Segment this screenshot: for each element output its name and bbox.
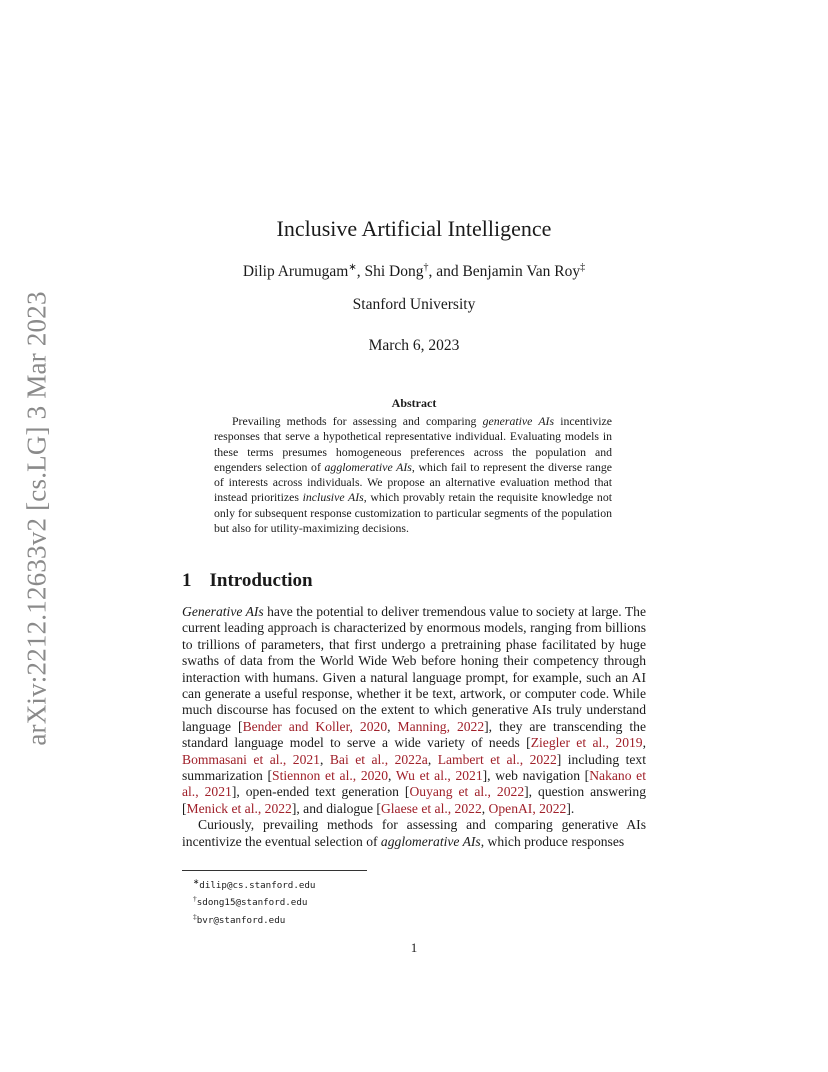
footnotes bbox=[193, 875, 315, 927]
introduction-body bbox=[182, 604, 646, 850]
citation-link[interactable]: Ziegler et al., 2019 bbox=[530, 735, 643, 751]
footnote-email: bvr@stanford.edu bbox=[196, 914, 286, 926]
abstract-segment: Prevailing methods for assessing and comparing bbox=[232, 414, 483, 428]
author-footnote-mark: ‡ bbox=[580, 262, 586, 273]
text-segment: , which produce responses bbox=[480, 833, 625, 849]
citation-link[interactable]: Bender and Koller, 2020 bbox=[242, 718, 388, 734]
citation-link[interactable]: Manning, 2022 bbox=[397, 718, 485, 734]
paragraph bbox=[182, 604, 646, 817]
abstract-emphasis: inclusive AIs bbox=[302, 490, 364, 505]
publication-date: March 6, 2023 bbox=[368, 337, 460, 354]
footnote bbox=[193, 892, 315, 909]
citation-link[interactable]: Wu et al., 2021 bbox=[395, 768, 483, 784]
section-number: 1 bbox=[182, 570, 192, 591]
emphasis: Generative AIs bbox=[182, 604, 264, 619]
footnote bbox=[193, 875, 315, 892]
footnote-mark: ∗ bbox=[193, 877, 200, 886]
author-separator: , and bbox=[428, 263, 463, 281]
citation-link[interactable]: Bommasani et al., 2021 bbox=[182, 751, 320, 767]
footnote-rule bbox=[182, 870, 367, 871]
citation-link[interactable]: Lambert et al., 2022 bbox=[437, 751, 557, 767]
section-title: Introduction bbox=[209, 570, 313, 591]
abstract-heading: Abstract bbox=[391, 396, 437, 410]
arxiv-identifier-text: arXiv:2212.12633v2 [cs.LG] 3 Mar 2023 bbox=[21, 290, 52, 746]
citation-link[interactable]: OpenAI, 2022 bbox=[488, 800, 567, 816]
author-name: Benjamin Van Roy bbox=[462, 263, 581, 281]
author-footnote-mark: ∗ bbox=[348, 262, 357, 273]
emphasis: agglomerative AIs bbox=[380, 833, 481, 849]
citation-link[interactable]: Menick et al., 2022 bbox=[186, 800, 292, 816]
text-segment: ]. bbox=[566, 800, 575, 816]
text-segment: , bbox=[388, 768, 396, 784]
text-segment: ], question answering [ bbox=[182, 784, 646, 816]
citation-link[interactable]: Ouyang et al., 2022 bbox=[409, 784, 525, 800]
paragraph bbox=[182, 817, 646, 850]
text-segment: , bbox=[387, 718, 398, 734]
text-segment: have the potential to deliver tremendous value to society at large. The current leading approach is characterized by enormous models, ranging from billions to trillions of parameters, that first undergo a pretraining phase facilitated by huge swaths of data from the World Wide Web before honing their competency through interaction with humans. Given a natural language prompt, for example, such an AI can generate a useful response, whether it be text, artwork, or computer code. While much discourse has focused on the extent to which generative AIs truly understand language [ bbox=[182, 604, 646, 734]
citation-link[interactable]: Bai et al., 2022a bbox=[329, 751, 428, 767]
footnote-mark: ‡ bbox=[193, 911, 197, 921]
text-segment: , bbox=[427, 751, 438, 767]
abstract-emphasis: agglomerative AIs bbox=[324, 459, 412, 474]
footnote-email: dilip@cs.stanford.edu bbox=[199, 880, 316, 892]
text-segment: ], they are transcending the standard language model to serve a wide variety of needs [ bbox=[182, 718, 646, 751]
text-segment: ], and dialogue [ bbox=[291, 800, 381, 816]
author-separator: , bbox=[356, 263, 365, 281]
abstract-text bbox=[214, 414, 612, 536]
footnote bbox=[193, 910, 315, 927]
text-segment: , bbox=[319, 751, 330, 767]
abstract-emphasis: generative AIs bbox=[482, 414, 555, 428]
section-heading bbox=[182, 570, 313, 592]
author-footnote-mark: † bbox=[423, 262, 429, 273]
abstract-segment: , which provably retain the requisite knowledge not only for subsequent response customization to particular segments of the population but also for utility-maximizing decisions. bbox=[214, 490, 613, 536]
affiliation: Stanford University bbox=[352, 296, 476, 313]
text-segment: ], web navigation [ bbox=[482, 768, 590, 784]
text-segment: ], open-ended text generation [ bbox=[231, 784, 410, 800]
text-segment: ] including text summarization [ bbox=[182, 751, 646, 784]
citation-link[interactable]: Nakano et al., 2021 bbox=[182, 768, 646, 800]
page-number: 1 bbox=[410, 940, 418, 955]
author-list bbox=[0, 262, 828, 281]
author-name: Dilip Arumugam bbox=[242, 263, 349, 281]
abstract-segment: , which fail to represent the diverse range of interests across individuals. We propose an alternative evaluation method that instead prioritizes bbox=[214, 459, 612, 505]
footnote-email: sdong15@stanford.edu bbox=[196, 897, 308, 909]
abstract-segment: incentivize responses that serve a hypothetical representative individual. Evaluating models in these terms presumes homogeneous preferences across the population and engenders selection of bbox=[214, 414, 612, 474]
arxiv-identifier bbox=[22, 290, 52, 746]
text-segment: Curiously, prevailing methods for assessing and comparing generative AIs incentivize the eventual selection of bbox=[182, 817, 646, 849]
paper-title: Inclusive Artificial Intelligence bbox=[276, 216, 552, 241]
author-name: Shi Dong bbox=[364, 263, 424, 281]
text-segment: , bbox=[642, 735, 646, 751]
citation-link[interactable]: Glaese et al., 2022 bbox=[380, 800, 482, 816]
footnote-mark: † bbox=[193, 894, 197, 904]
text-segment: , bbox=[481, 800, 489, 816]
citation-link[interactable]: Stiennon et al., 2020 bbox=[272, 768, 389, 784]
